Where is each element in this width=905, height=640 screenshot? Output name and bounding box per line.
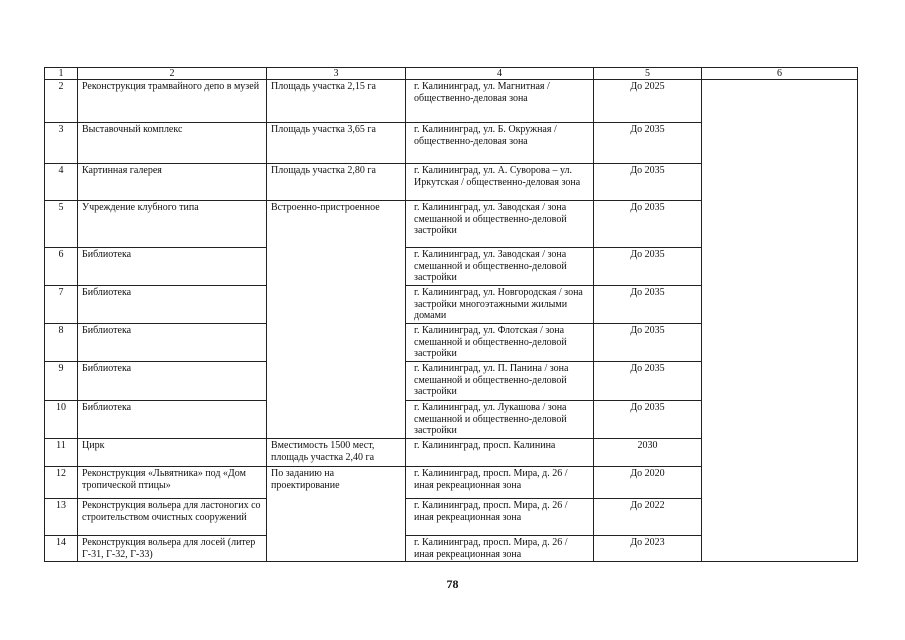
object-name: Библиотека [78, 401, 267, 439]
object-term: До 2035 [594, 248, 702, 286]
object-parameter: Площадь участка 2,80 га [267, 164, 406, 201]
object-parameter: По заданию на проектирование [267, 467, 406, 562]
notes-cell [702, 80, 858, 562]
object-term: До 2025 [594, 80, 702, 123]
object-term: До 2022 [594, 499, 702, 536]
header-cell: 5 [594, 68, 702, 80]
object-term: До 2035 [594, 401, 702, 439]
row-number: 10 [45, 401, 78, 439]
object-location: г. Калининград, ул. А. Суворова – ул. Иркутская / общественно-деловая зона [406, 164, 594, 201]
object-name: Реконструкция «Львятника» под «Дом тропической птицы» [78, 467, 267, 499]
header-cell: 4 [406, 68, 594, 80]
row-number: 7 [45, 286, 78, 324]
object-name: Учреждение клубного типа [78, 201, 267, 248]
row-number: 9 [45, 362, 78, 401]
object-location: г. Калининград, ул. Лукашова / зона смешанной и общественно-деловой застройки [406, 401, 594, 439]
header-cell: 3 [267, 68, 406, 80]
object-term: До 2020 [594, 467, 702, 499]
row-number: 13 [45, 499, 78, 536]
object-term: До 2035 [594, 164, 702, 201]
row-number: 6 [45, 248, 78, 286]
object-location: г. Калининград, ул. Магнитная / общественно-деловая зона [406, 80, 594, 123]
object-name: Библиотека [78, 362, 267, 401]
object-location: г. Калининград, просп. Мира, д. 26 / иная рекреационная зона [406, 536, 594, 562]
table-row [45, 80, 858, 123]
header-cell: 6 [702, 68, 858, 80]
object-location: г. Калининград, ул. Флотская / зона смешанной и общественно-деловой застройки [406, 324, 594, 362]
object-name: Реконструкция вольера для лосей (литер Г-31, Г-32, Г-33) [78, 536, 267, 562]
row-number: 12 [45, 467, 78, 499]
header-cell: 1 [45, 68, 78, 80]
object-name: Цирк [78, 439, 267, 467]
row-number: 2 [45, 80, 78, 123]
table-header-row [45, 68, 858, 80]
object-location: г. Калининград, ул. Заводская / зона смешанной и общественно-деловой застройки [406, 248, 594, 286]
object-term: До 2035 [594, 324, 702, 362]
row-number: 11 [45, 439, 78, 467]
row-number: 4 [45, 164, 78, 201]
object-term: До 2035 [594, 286, 702, 324]
object-term: До 2035 [594, 201, 702, 248]
document-table [44, 67, 858, 562]
object-term: До 2023 [594, 536, 702, 562]
object-location: г. Калининград, просп. Мира, д. 26 / иная рекреационная зона [406, 467, 594, 499]
object-location: г. Калининград, ул. Новгородская / зона застройки многоэтажными жилыми домами [406, 286, 594, 324]
row-number: 8 [45, 324, 78, 362]
object-location: г. Калининград, ул. Заводская / зона смешанной и общественно-деловой застройки [406, 201, 594, 248]
object-name: Выставочный комплекс [78, 123, 267, 164]
page-number: 78 [446, 577, 459, 591]
object-name: Реконструкция вольера для ластоногих со строительством очистных сооружений [78, 499, 267, 536]
object-name: Библиотека [78, 324, 267, 362]
object-location: г. Калининград, ул. Б. Окружная / общественно-деловая зона [406, 123, 594, 164]
object-term: До 2035 [594, 123, 702, 164]
object-location: г. Калининград, просп. Мира, д. 26 / иная рекреационная зона [406, 499, 594, 536]
row-number: 3 [45, 123, 78, 164]
row-number: 5 [45, 201, 78, 248]
object-parameter: Встроенно-пристроенное [267, 201, 406, 439]
object-name: Библиотека [78, 286, 267, 324]
object-term: До 2035 [594, 362, 702, 401]
object-term: 2030 [594, 439, 702, 467]
object-location: г. Калининград, просп. Калинина [406, 439, 594, 467]
object-name: Картинная галерея [78, 164, 267, 201]
object-name: Реконструкция трамвайного депо в музей [78, 80, 267, 123]
object-parameter: Площадь участка 3,65 га [267, 123, 406, 164]
object-parameter: Вместимость 1500 мест, площадь участка 2,40 га [267, 439, 406, 467]
object-parameter: Площадь участка 2,15 га [267, 80, 406, 123]
row-number: 14 [45, 536, 78, 562]
object-name: Библиотека [78, 248, 267, 286]
header-cell: 2 [78, 68, 267, 80]
object-location: г. Калининград, ул. П. Панина / зона смешанной и общественно-деловой застройки [406, 362, 594, 401]
